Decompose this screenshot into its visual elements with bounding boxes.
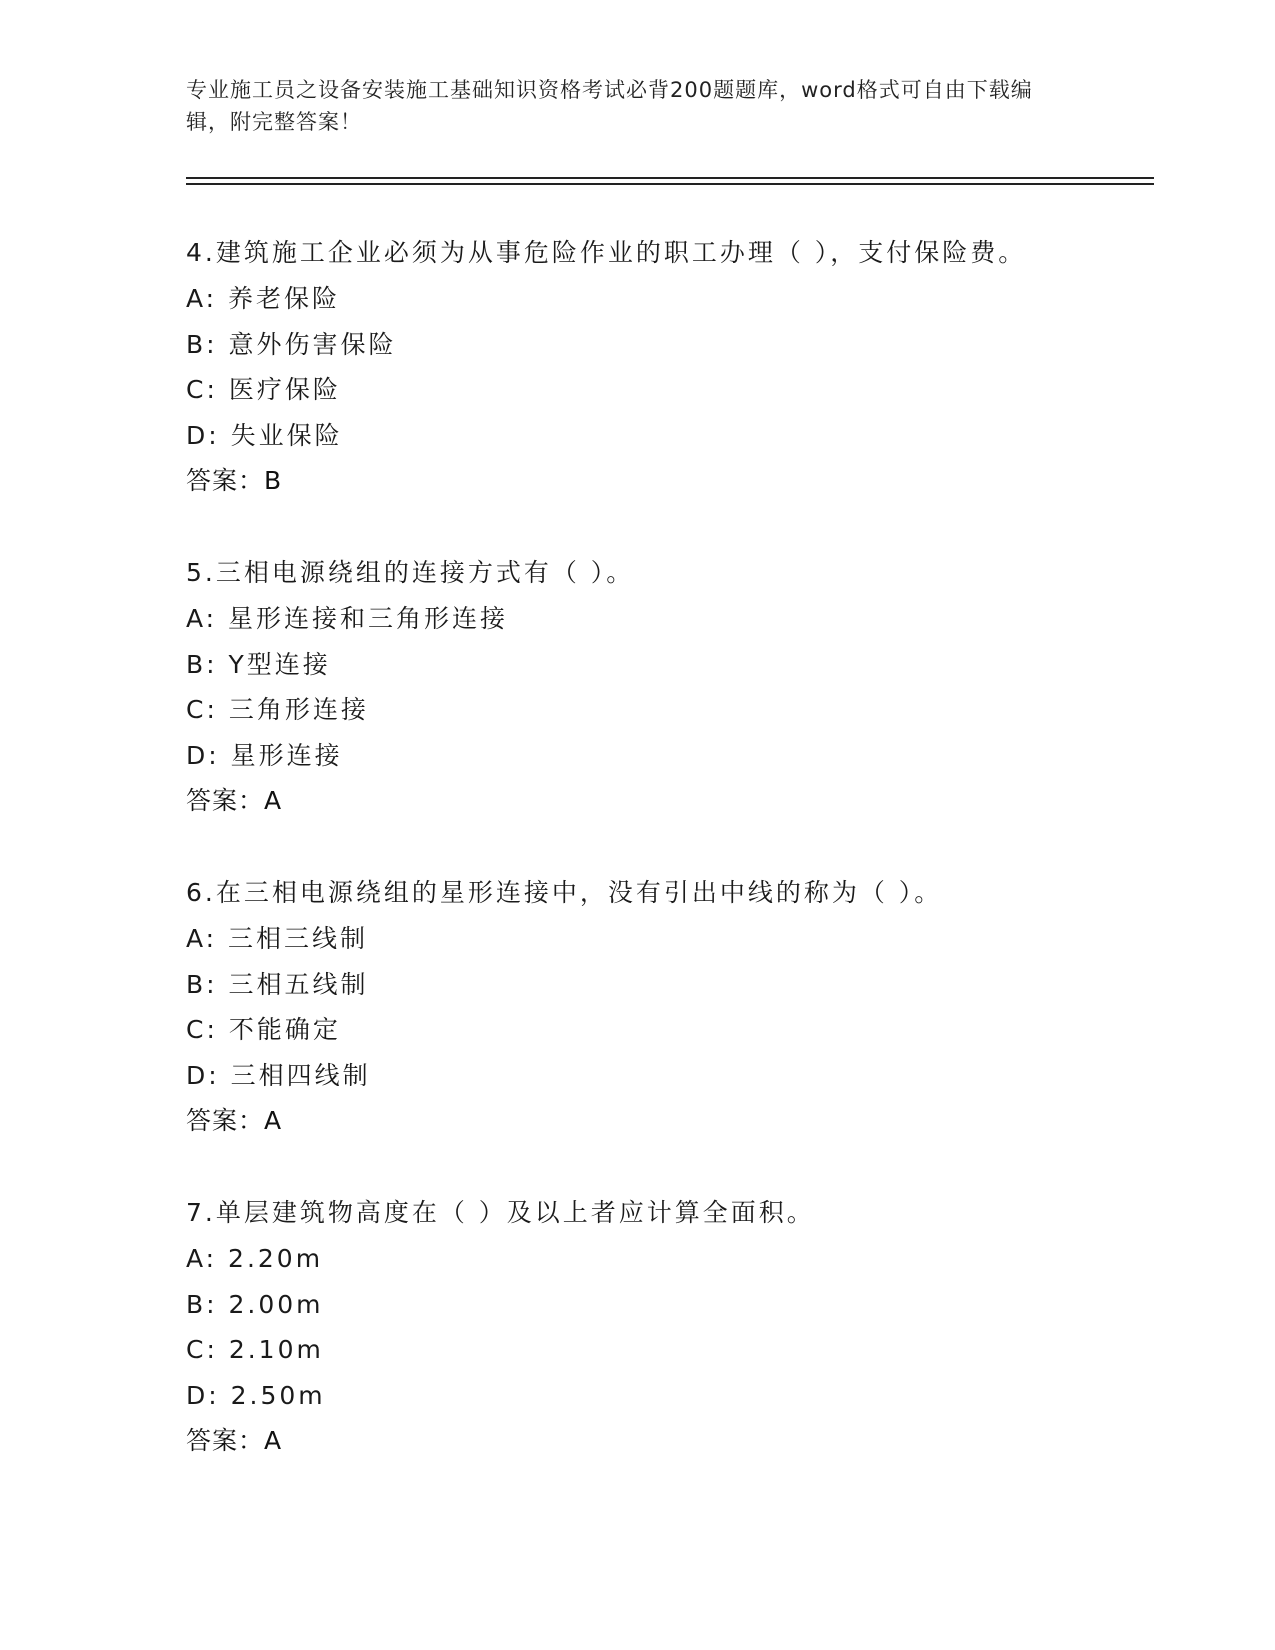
option-a: A: 2.20m (186, 1244, 324, 1273)
option-b: B: 2.00m (186, 1289, 324, 1319)
question-stem: 6.在三相电源绕组的星形连接中，没有引出中线的称为（ ）。 (186, 878, 943, 907)
option-a: A: 养老保险 (186, 284, 341, 313)
option-a: A: 星形连接和三角形连接 (186, 604, 509, 633)
question-stem: 5.三相电源绕组的连接方式有（ ）。 (186, 558, 635, 587)
question-stem: 4.建筑施工企业必须为从事危险作业的职工办理（ ），支付保险费。 (186, 238, 1027, 267)
header-rule-top (186, 177, 1154, 179)
header-rule-bottom (186, 183, 1154, 185)
option-d: D: 三相四线制 (186, 1060, 371, 1090)
question-5 (186, 550, 1154, 824)
option-d: D: 星形连接 (186, 740, 343, 770)
option-b: B: 三相五线制 (186, 969, 369, 999)
option-a: A: 三相三线制 (186, 924, 369, 953)
question-7 (186, 1190, 1154, 1464)
option-c: C: 医疗保险 (186, 375, 341, 404)
question-list (186, 230, 1154, 1510)
option-b: B: 意外伤害保险 (186, 329, 397, 359)
question-4 (186, 230, 1154, 504)
question-6 (186, 870, 1154, 1144)
option-c: C: 三角形连接 (186, 695, 369, 724)
answer-line: 答案：A (186, 1426, 283, 1455)
option-b: B: Y型连接 (186, 649, 331, 679)
option-d: D: 2.50m (186, 1380, 326, 1410)
answer-line: 答案：B (186, 466, 283, 495)
option-d: D: 失业保险 (186, 420, 343, 450)
option-c: C: 2.10m (186, 1335, 324, 1364)
answer-line: 答案：A (186, 786, 283, 815)
document-header: 专业施工员之设备安装施工基础知识资格考试必背200题题库，word格式可自由下载编辑，附完整答案！ (186, 78, 1033, 134)
answer-line: 答案：A (186, 1106, 283, 1135)
question-stem: 7.单层建筑物高度在（ ）及以上者应计算全面积。 (186, 1198, 815, 1227)
option-c: C: 不能确定 (186, 1015, 341, 1044)
